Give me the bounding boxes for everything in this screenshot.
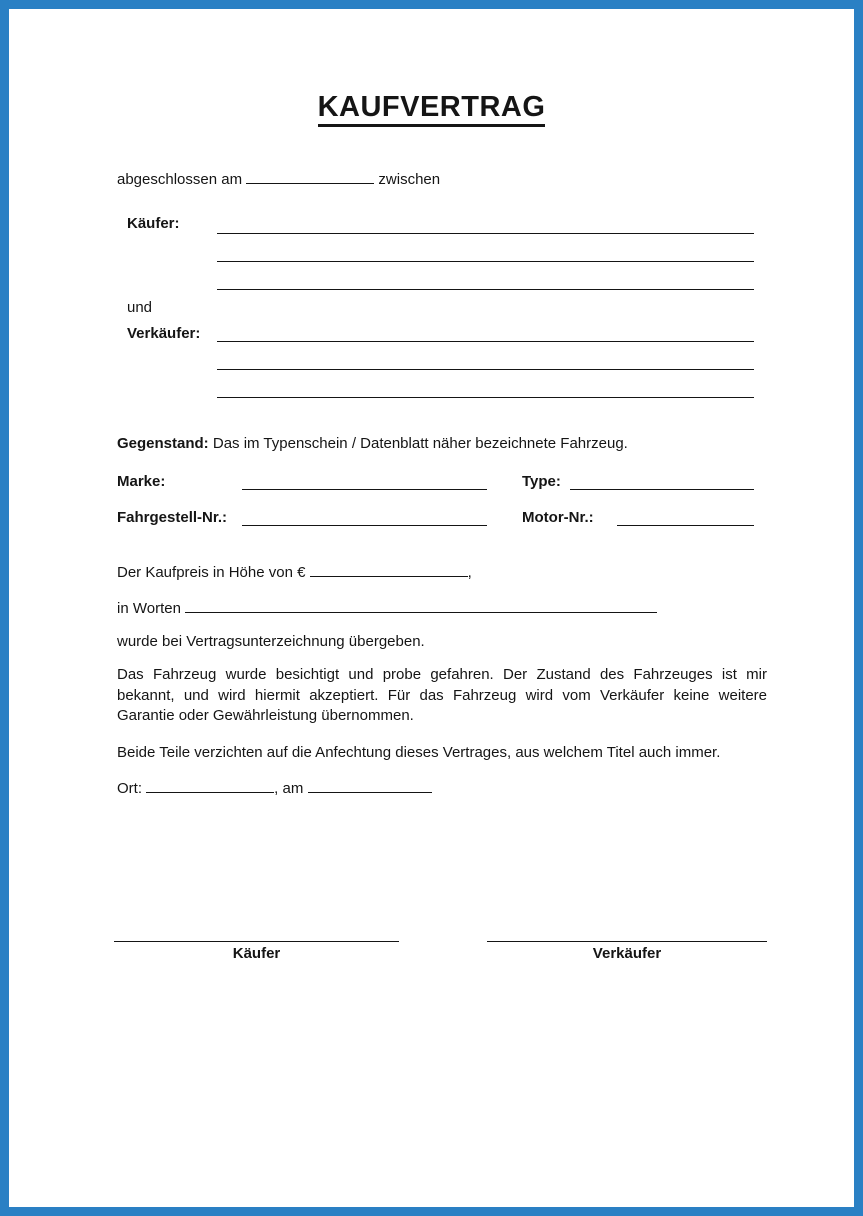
handed-over-text: wurde bei Vertragsunterzeichnung übergeben. <box>117 633 425 650</box>
motor-fill-line <box>617 525 754 526</box>
buyer-fill-line-3 <box>217 289 754 290</box>
price-post-text: , <box>467 564 472 581</box>
seller-fill-line-1 <box>217 341 754 342</box>
in-words-row <box>117 599 657 619</box>
buyer-signature-label: Käufer <box>232 945 281 962</box>
subject-label: Gegenstand: <box>117 435 209 452</box>
intro-post-text: zwischen <box>378 171 441 188</box>
und-text: und <box>127 299 153 316</box>
subject-text: Das im Typenschein / Datenblatt näher bezeichnete Fahrzeug. <box>212 435 628 452</box>
date-fill-line <box>246 171 374 184</box>
intro-pre-text: abgeschlossen am <box>117 171 243 188</box>
buyer-label: Käufer: <box>127 215 180 232</box>
fahrgestell-label: Fahrgestell-Nr.: <box>117 509 228 526</box>
seller-signature-label: Verkäufer <box>592 945 662 962</box>
in-words-fill-line <box>185 600 657 613</box>
place-date-fill-line <box>308 780 432 793</box>
price-pre-text: Der Kaufpreis in Höhe von € <box>117 564 306 581</box>
place-fill-line <box>146 780 274 793</box>
price-fill-line <box>310 564 468 577</box>
price-row <box>117 563 472 583</box>
buyer-fill-line-2 <box>217 261 754 262</box>
condition-paragraph: Das Fahrzeug wurde besichtigt und probe gefahren. Der Zustand des Fahrzeuges ist mir bekannt, und wird hiermit akzeptiert. Für das Fahrzeug wird vom Verkäufer keine weitere Garantie oder Gewährleistung übernommen. <box>117 666 767 724</box>
seller-signature-line <box>487 941 767 942</box>
buyer-fill-line-1 <box>217 233 754 234</box>
buyer-signature-line <box>114 941 399 942</box>
waiver-text: Beide Teile verzichten auf die Anfechtung dieses Vertrages, aus welchem Titel auch immer. <box>117 744 721 761</box>
motor-label: Motor-Nr.: <box>522 509 594 526</box>
intro-row <box>117 170 440 190</box>
seller-label: Verkäufer: <box>127 325 201 342</box>
in-words-label: in Worten <box>117 600 181 617</box>
type-fill-line <box>570 489 754 490</box>
am-label: , am <box>274 780 304 797</box>
marke-label: Marke: <box>117 473 166 490</box>
place-label: Ort: <box>117 780 142 797</box>
seller-fill-line-3 <box>217 397 754 398</box>
seller-fill-line-2 <box>217 369 754 370</box>
marke-fill-line <box>242 489 487 490</box>
page-title: KAUFVERTRAG <box>9 91 854 124</box>
type-label: Type: <box>522 473 561 490</box>
fahrgestell-fill-line <box>242 525 487 526</box>
place-date-row <box>117 779 432 799</box>
subject-row <box>117 434 628 454</box>
